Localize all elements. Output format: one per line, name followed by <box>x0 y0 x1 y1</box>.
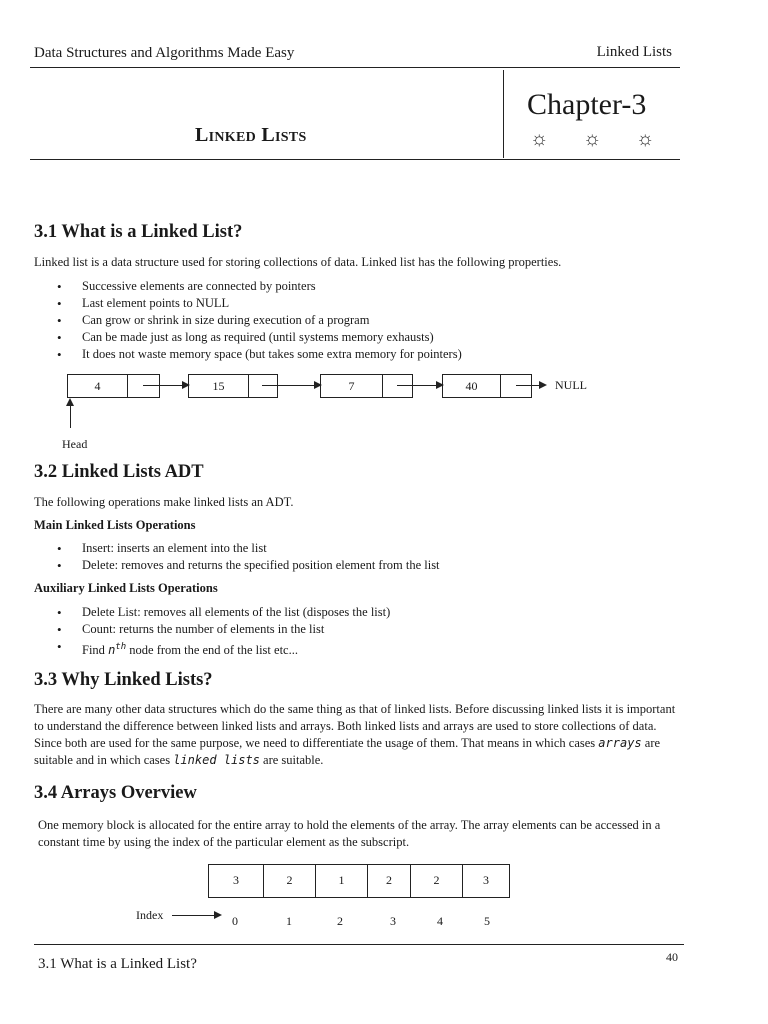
array-index: 2 <box>337 914 343 928</box>
array-index: 5 <box>484 914 490 928</box>
pointer-arrow <box>143 385 183 386</box>
section-heading-3-2: 3.2 Linked Lists ADT <box>34 462 204 482</box>
list-item: • It does not waste memory space (but takes some extra memory for pointers) <box>57 346 657 363</box>
list-item: • Delete: removes and returns the specified position element from the list <box>57 557 657 574</box>
pointer-arrow <box>397 385 437 386</box>
section-heading-3-4: 3.4 Arrays Overview <box>34 783 197 803</box>
running-footer-section: 3.1 What is a Linked List? <box>38 956 197 972</box>
running-header-book-title: Data Structures and Algorithms Made Easy <box>34 45 295 61</box>
null-label: NULL <box>555 378 587 392</box>
chapter-title: Linked Lists <box>195 124 307 146</box>
array-index: 0 <box>232 914 238 928</box>
index-label: Index <box>136 908 164 922</box>
chapter-number: Chapter-3 <box>527 88 647 121</box>
footer-rule <box>34 944 684 945</box>
find-nth-prefix: Find <box>82 643 109 658</box>
list-node <box>188 374 278 398</box>
list-node <box>320 374 413 398</box>
running-header-chapter: Linked Lists <box>596 44 672 60</box>
array-cell: 3 <box>208 864 264 898</box>
list-item <box>57 638 657 659</box>
chapter-rule <box>30 159 680 160</box>
pointer-arrow <box>262 385 315 386</box>
array-index: 1 <box>286 914 292 928</box>
chapter-divider-vertical <box>503 70 504 158</box>
pointer-arrowhead <box>539 381 547 389</box>
section-heading-3-1: 3.1 What is a Linked List? <box>34 222 243 242</box>
head-pointer-arrowhead <box>66 398 74 406</box>
list-item: • Can be made just as long as required (until systems memory exhausts) <box>57 329 657 346</box>
head-pointer-line <box>70 403 71 428</box>
array-cell: 2 <box>367 864 411 898</box>
node-value: 7 <box>321 375 383 397</box>
array-cell: 2 <box>263 864 316 898</box>
sparkle-icon: ☼ <box>583 128 602 150</box>
section-heading-3-3: 3.3 Why Linked Lists? <box>34 670 213 690</box>
section-3-1-intro: Linked list is a data structure used for storing collections of data. Linked list has the following properties. <box>34 255 562 269</box>
node-value: 40 <box>443 375 501 397</box>
list-item: • Insert: inserts an element into the list <box>57 540 657 557</box>
para-text: are suitable and in which cases <box>34 736 661 767</box>
page-number: 40 <box>666 950 678 964</box>
array-cell: 3 <box>462 864 510 898</box>
find-nth-suffix: node from the end of the list etc... <box>126 643 298 658</box>
list-node <box>67 374 160 398</box>
main-operations-list <box>57 540 657 574</box>
auxiliary-operations-list <box>57 604 657 659</box>
array-cell: 1 <box>315 864 368 898</box>
list-item: • Successive elements are connected by pointers <box>57 278 657 295</box>
head-label: Head <box>62 437 88 451</box>
linked-list-properties <box>57 278 657 363</box>
index-arrowhead <box>214 911 222 919</box>
list-item: • Count: returns the number of elements in the list <box>57 621 657 638</box>
arrays-term: arrays <box>598 736 642 750</box>
sparkle-icon: ☼ <box>636 128 655 150</box>
node-value: 15 <box>189 375 249 397</box>
section-3-4-paragraph: One memory block is allocated for the entire array to hold the elements of the array. The array elements can be accessed in a constant time by using the index of the particular element as the subscript. <box>38 818 661 849</box>
array-index: 4 <box>437 914 443 928</box>
para-text: There are many other data structures which do the same thing as that of linked lists. Before discussing linked lists it is important to understand the difference between linked lists and arrays. Both linked lists and arrays are used to store collections of data. Since both are used for the same purpose, we need to differentiate the usage of them. That means in which cases <box>34 702 676 750</box>
array-index: 3 <box>390 914 396 928</box>
section-3-3-paragraph <box>34 701 680 769</box>
para-text: are suitable. <box>259 753 324 767</box>
index-arrow <box>172 915 216 916</box>
node-value: 4 <box>68 375 128 397</box>
n-variable: n <box>108 643 116 658</box>
chapter-ornament <box>530 128 689 151</box>
list-item: • Last element points to NULL <box>57 295 657 312</box>
auxiliary-operations-heading: Auxiliary Linked Lists Operations <box>34 581 218 595</box>
header-rule <box>30 67 680 68</box>
main-operations-heading: Main Linked Lists Operations <box>34 518 196 532</box>
superscript-th: th <box>115 642 127 652</box>
list-node <box>442 374 532 398</box>
list-item: • Can grow or shrink in size during execution of a program <box>57 312 657 329</box>
list-item: • Delete List: removes all elements of the list (disposes the list) <box>57 604 657 621</box>
array-cell: 2 <box>410 864 463 898</box>
linked-lists-term: linked lists <box>173 753 260 767</box>
section-3-2-intro: The following operations make linked lists an ADT. <box>34 495 294 509</box>
pointer-arrow <box>516 385 540 386</box>
sparkle-icon: ☼ <box>530 128 549 150</box>
